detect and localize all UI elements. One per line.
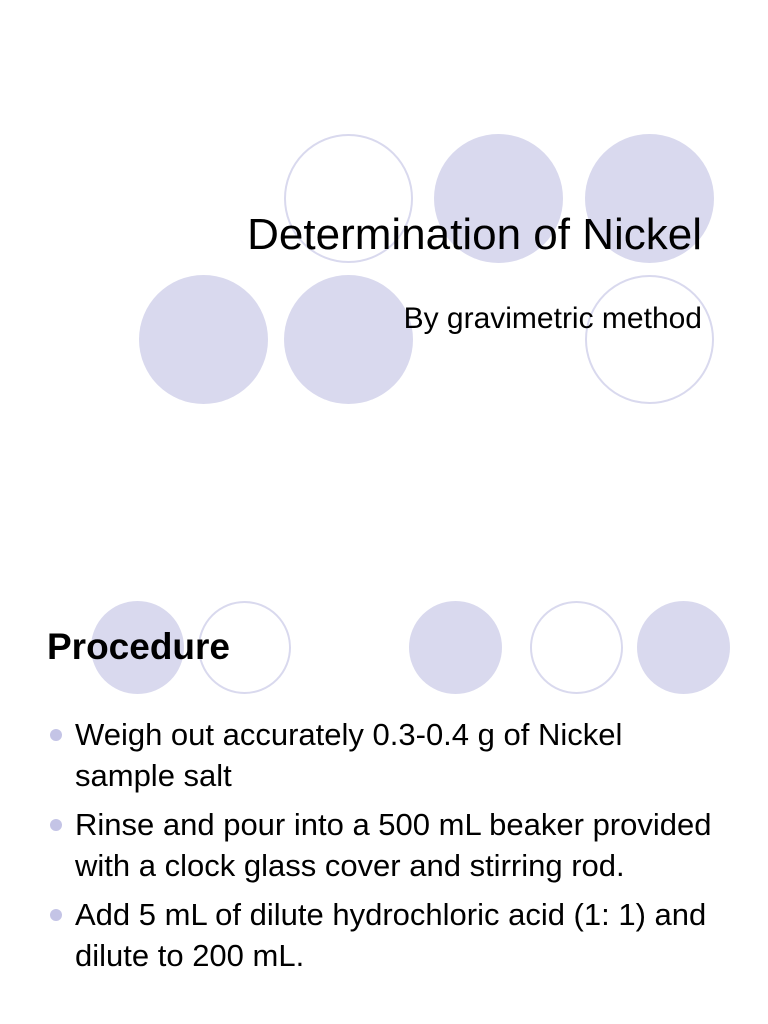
decorative-circle-filled bbox=[409, 601, 502, 694]
list-item-text: Weigh out accurately 0.3-0.4 g of Nickel sample salt bbox=[75, 717, 623, 793]
bullet-icon bbox=[50, 909, 62, 921]
list-item bbox=[46, 714, 718, 796]
decorative-circle-outline bbox=[585, 275, 714, 404]
list-item bbox=[46, 804, 718, 886]
bullet-icon bbox=[50, 819, 62, 831]
procedure-slide bbox=[0, 512, 768, 1024]
procedure-heading: Procedure bbox=[47, 626, 231, 667]
decorative-circle-filled bbox=[637, 601, 730, 694]
list-item-text: Add 5 mL of dilute hydrochloric acid (1: 1) and dilute to 200 mL. bbox=[75, 897, 707, 973]
procedure-list bbox=[46, 714, 718, 984]
decorative-circle-filled bbox=[284, 275, 413, 404]
list-item bbox=[46, 894, 718, 976]
slide-title: Determination of Nickel bbox=[247, 210, 702, 259]
slide-subtitle: By gravimetric method bbox=[403, 302, 702, 335]
list-item-text: Rinse and pour into a 500 mL beaker provided with a clock glass cover and stirring rod. bbox=[75, 807, 712, 883]
decorative-circle-outline bbox=[530, 601, 623, 694]
decorative-circle-filled bbox=[139, 275, 268, 404]
bullet-icon bbox=[50, 729, 62, 741]
